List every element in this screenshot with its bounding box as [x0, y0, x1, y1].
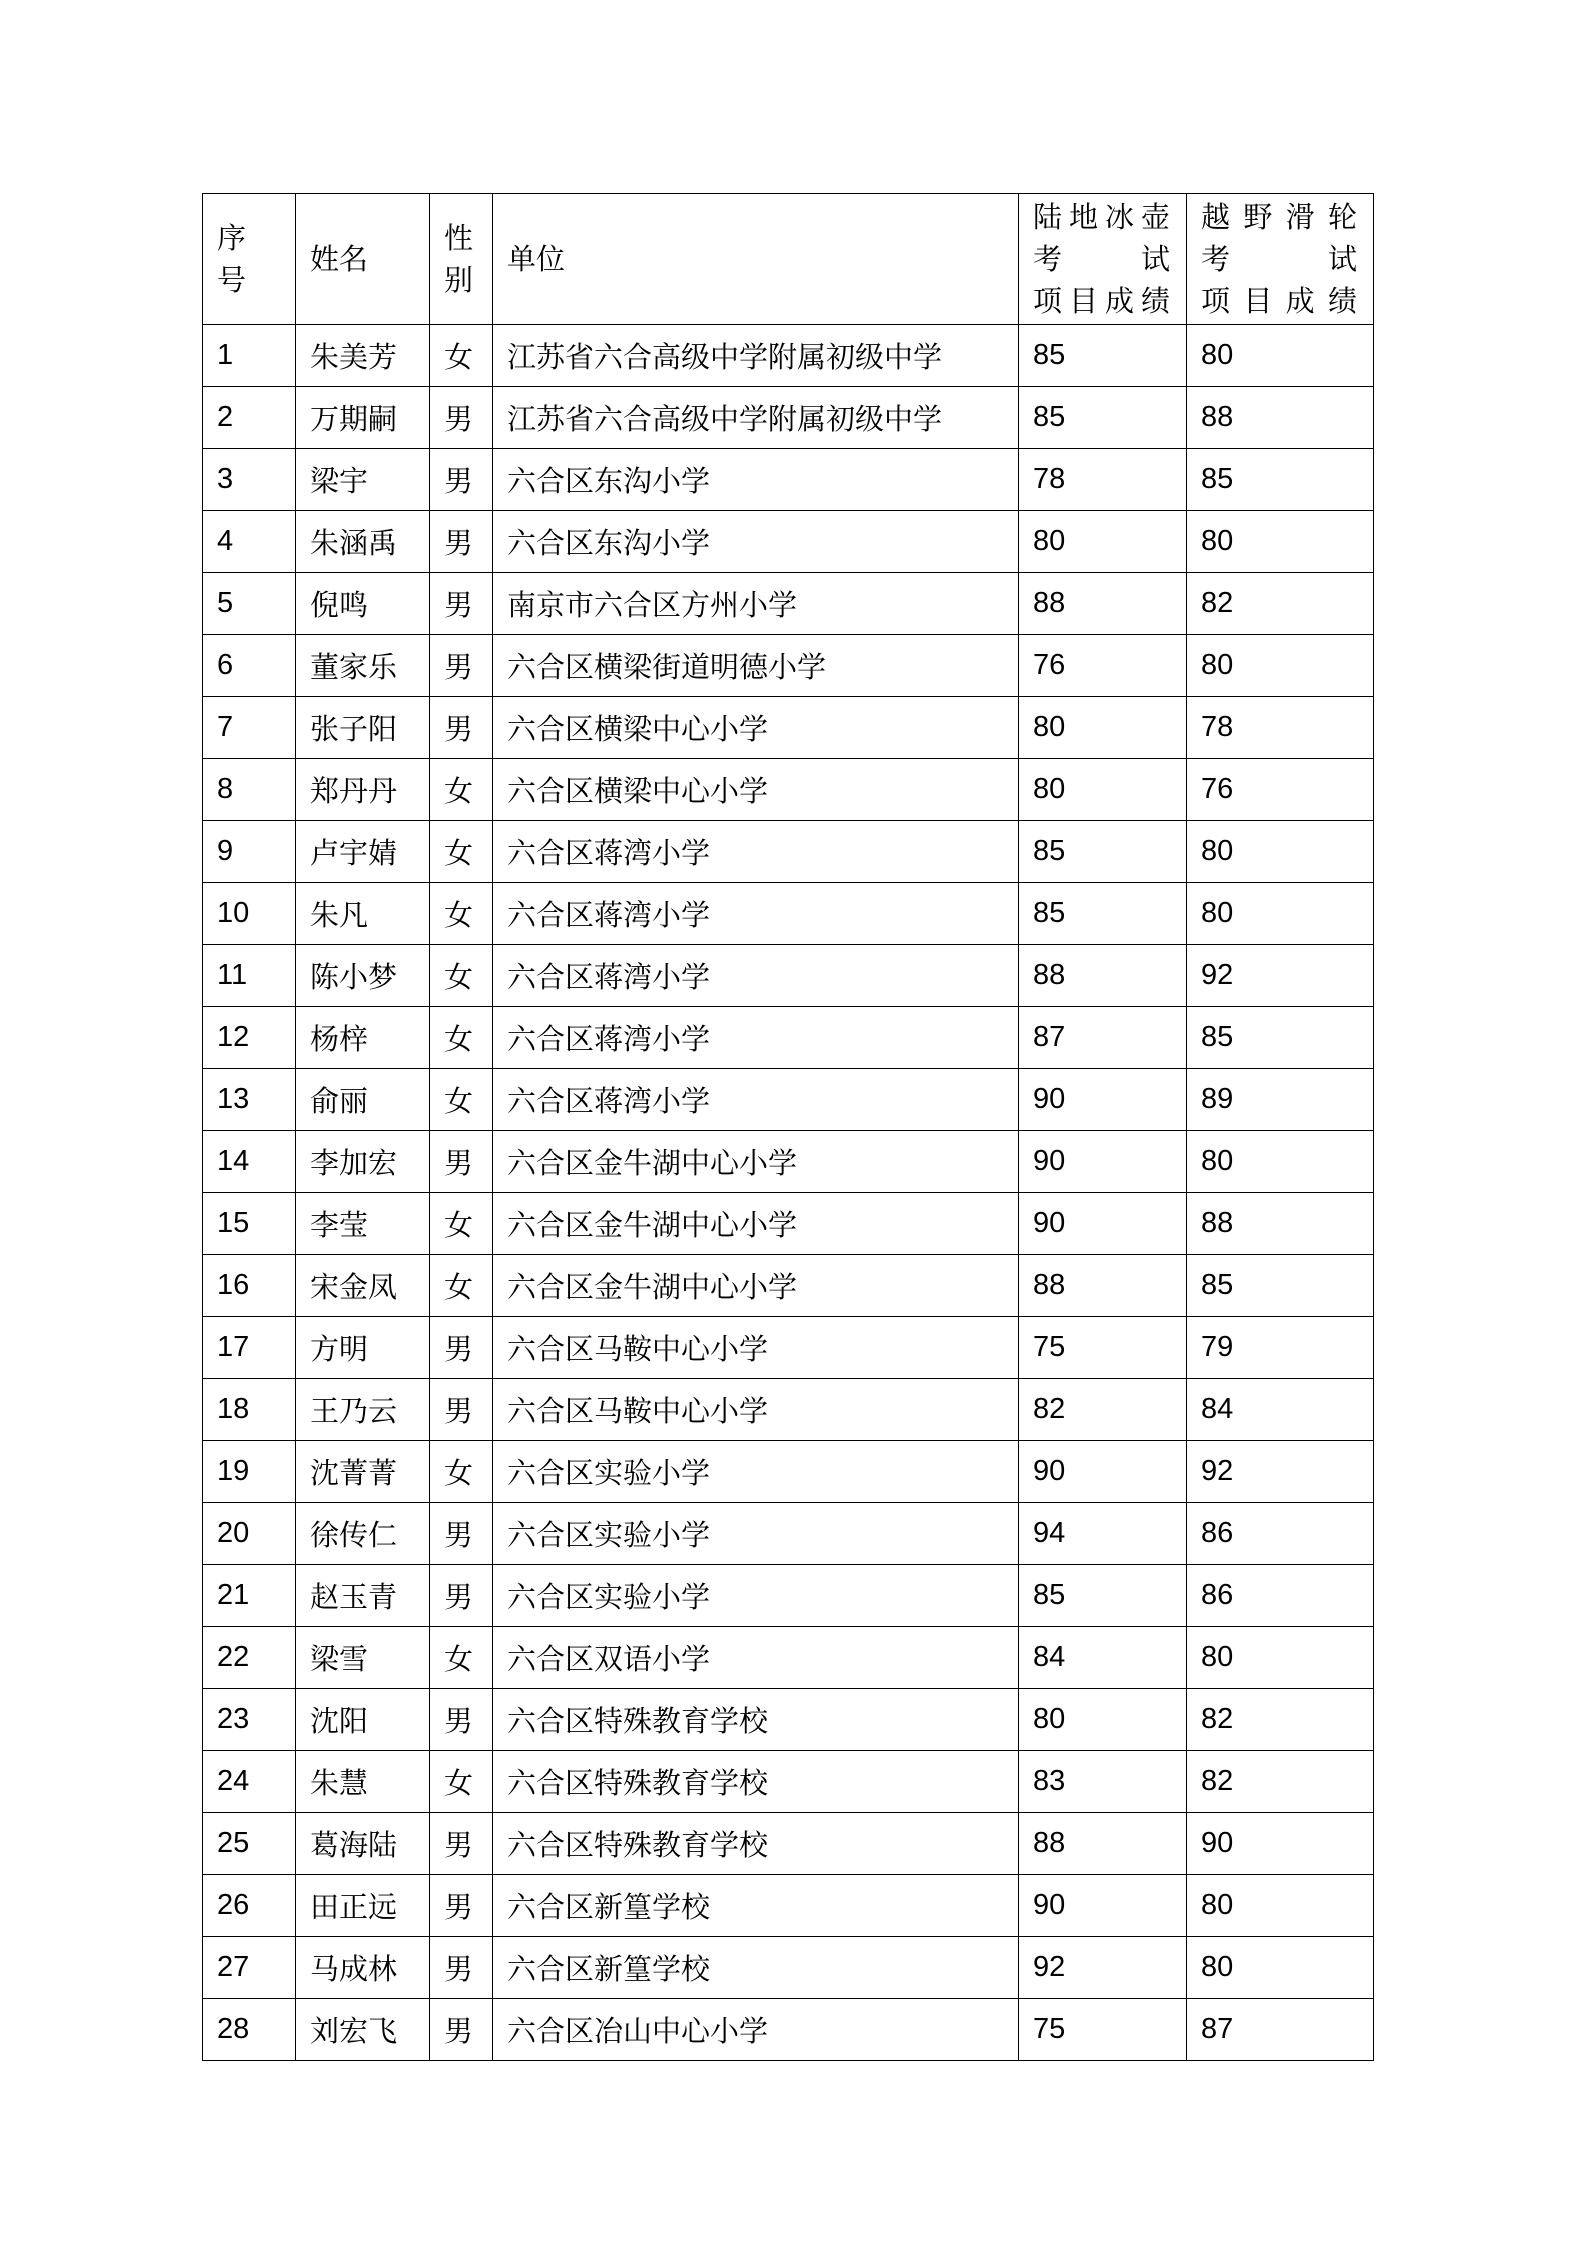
cell-skating-score: 82: [1187, 1689, 1374, 1751]
cell-name: 梁雪: [296, 1627, 430, 1689]
table-row: [203, 1689, 1374, 1751]
cell-name: 刘宏飞: [296, 1999, 430, 2061]
cell-unit: 六合区金牛湖中心小学: [493, 1131, 1019, 1193]
cell-gender: 女: [430, 1627, 493, 1689]
cell-name: 梁宇: [296, 449, 430, 511]
cell-curling-score: 80: [1019, 1689, 1187, 1751]
cell-skating-score: 82: [1187, 1751, 1374, 1813]
cell-curling-score: 90: [1019, 1193, 1187, 1255]
cell-curling-score: 78: [1019, 449, 1187, 511]
cell-seq: 20: [203, 1503, 296, 1565]
cell-skating-score: 80: [1187, 635, 1374, 697]
cell-unit: 六合区冶山中心小学: [493, 1999, 1019, 2061]
cell-skating-score: 87: [1187, 1999, 1374, 2061]
cell-curling-score: 75: [1019, 1999, 1187, 2061]
cell-curling-score: 90: [1019, 1875, 1187, 1937]
header-seq: [203, 194, 296, 325]
cell-seq: 1: [203, 325, 296, 387]
cell-skating-score: 80: [1187, 1131, 1374, 1193]
cell-unit: 六合区蒋湾小学: [493, 1069, 1019, 1131]
cell-seq: 6: [203, 635, 296, 697]
cell-curling-score: 75: [1019, 1317, 1187, 1379]
cell-skating-score: 85: [1187, 1007, 1374, 1069]
cell-name: 沈菁菁: [296, 1441, 430, 1503]
header-curling-line2: 考 试: [1033, 242, 1172, 276]
cell-skating-score: 85: [1187, 1255, 1374, 1317]
cell-seq: 24: [203, 1751, 296, 1813]
cell-curling-score: 88: [1019, 573, 1187, 635]
cell-gender: 男: [430, 511, 493, 573]
table-row: [203, 635, 1374, 697]
cell-gender: 女: [430, 325, 493, 387]
cell-skating-score: 80: [1187, 883, 1374, 945]
header-unit: 单位: [493, 194, 1019, 325]
cell-curling-score: 83: [1019, 1751, 1187, 1813]
cell-unit: 六合区实验小学: [493, 1441, 1019, 1503]
cell-unit: 六合区横梁街道明德小学: [493, 635, 1019, 697]
table-row: [203, 325, 1374, 387]
cell-unit: 六合区横梁中心小学: [493, 697, 1019, 759]
header-skating-score: [1187, 194, 1374, 325]
cell-skating-score: 86: [1187, 1565, 1374, 1627]
table-row: [203, 1565, 1374, 1627]
cell-curling-score: 80: [1019, 759, 1187, 821]
cell-unit: 六合区实验小学: [493, 1565, 1019, 1627]
cell-skating-score: 80: [1187, 1937, 1374, 1999]
cell-gender: 男: [430, 1379, 493, 1441]
cell-gender: 男: [430, 573, 493, 635]
cell-curling-score: 88: [1019, 1255, 1187, 1317]
cell-gender: 女: [430, 1193, 493, 1255]
cell-gender: 男: [430, 1813, 493, 1875]
cell-curling-score: 90: [1019, 1069, 1187, 1131]
table-row: [203, 759, 1374, 821]
cell-curling-score: 88: [1019, 945, 1187, 1007]
cell-unit: 六合区新篁学校: [493, 1875, 1019, 1937]
header-seq-line2: 号: [217, 263, 247, 297]
cell-skating-score: 86: [1187, 1503, 1374, 1565]
cell-seq: 4: [203, 511, 296, 573]
cell-curling-score: 84: [1019, 1627, 1187, 1689]
table-row: [203, 511, 1374, 573]
cell-skating-score: 80: [1187, 511, 1374, 573]
cell-gender: 男: [430, 1317, 493, 1379]
cell-curling-score: 85: [1019, 387, 1187, 449]
cell-seq: 27: [203, 1937, 296, 1999]
cell-gender: 男: [430, 387, 493, 449]
cell-seq: 11: [203, 945, 296, 1007]
cell-unit: 南京市六合区方州小学: [493, 573, 1019, 635]
cell-seq: 19: [203, 1441, 296, 1503]
cell-seq: 26: [203, 1875, 296, 1937]
header-gender-line1: 性: [444, 221, 474, 255]
cell-curling-score: 76: [1019, 635, 1187, 697]
header-curling-line3: 项目成绩: [1033, 284, 1172, 318]
cell-seq: 8: [203, 759, 296, 821]
cell-skating-score: 88: [1187, 1193, 1374, 1255]
cell-gender: 女: [430, 1007, 493, 1069]
cell-curling-score: 90: [1019, 1131, 1187, 1193]
table-row: [203, 1193, 1374, 1255]
cell-skating-score: 80: [1187, 821, 1374, 883]
cell-gender: 男: [430, 1565, 493, 1627]
header-skating-line2: 考 试: [1201, 242, 1359, 276]
cell-curling-score: 82: [1019, 1379, 1187, 1441]
score-table: [202, 193, 1374, 2061]
cell-skating-score: 80: [1187, 1875, 1374, 1937]
cell-curling-score: 80: [1019, 697, 1187, 759]
cell-name: 张子阳: [296, 697, 430, 759]
cell-unit: 六合区特殊教育学校: [493, 1813, 1019, 1875]
cell-gender: 女: [430, 1255, 493, 1317]
cell-name: 田正远: [296, 1875, 430, 1937]
cell-curling-score: 85: [1019, 325, 1187, 387]
cell-gender: 男: [430, 1875, 493, 1937]
cell-gender: 女: [430, 945, 493, 1007]
cell-skating-score: 79: [1187, 1317, 1374, 1379]
cell-name: 葛海陆: [296, 1813, 430, 1875]
table-row: [203, 821, 1374, 883]
table-row: [203, 1317, 1374, 1379]
cell-name: 马成林: [296, 1937, 430, 1999]
cell-name: 朱涵禹: [296, 511, 430, 573]
cell-unit: 六合区实验小学: [493, 1503, 1019, 1565]
cell-gender: 女: [430, 1069, 493, 1131]
table-row: [203, 1379, 1374, 1441]
cell-unit: 六合区马鞍中心小学: [493, 1379, 1019, 1441]
cell-gender: 男: [430, 1937, 493, 1999]
cell-gender: 女: [430, 883, 493, 945]
cell-gender: 男: [430, 635, 493, 697]
cell-gender: 男: [430, 1689, 493, 1751]
cell-unit: 六合区东沟小学: [493, 511, 1019, 573]
header-gender: [430, 194, 493, 325]
cell-gender: 女: [430, 1751, 493, 1813]
cell-gender: 男: [430, 1999, 493, 2061]
table-body: [203, 325, 1374, 2061]
cell-name: 董家乐: [296, 635, 430, 697]
cell-curling-score: 85: [1019, 1565, 1187, 1627]
table-row: [203, 1441, 1374, 1503]
cell-name: 宋金凤: [296, 1255, 430, 1317]
table-row: [203, 573, 1374, 635]
table-row: [203, 697, 1374, 759]
cell-unit: 六合区特殊教育学校: [493, 1751, 1019, 1813]
cell-curling-score: 87: [1019, 1007, 1187, 1069]
table-row: [203, 1937, 1374, 1999]
cell-curling-score: 85: [1019, 883, 1187, 945]
cell-seq: 7: [203, 697, 296, 759]
cell-skating-score: 80: [1187, 325, 1374, 387]
header-curling-score: [1019, 194, 1187, 325]
table-row: [203, 1627, 1374, 1689]
table-row: [203, 449, 1374, 511]
cell-seq: 17: [203, 1317, 296, 1379]
cell-name: 朱慧: [296, 1751, 430, 1813]
cell-gender: 男: [430, 697, 493, 759]
cell-name: 沈阳: [296, 1689, 430, 1751]
table-row: [203, 945, 1374, 1007]
cell-name: 李莹: [296, 1193, 430, 1255]
cell-gender: 女: [430, 1441, 493, 1503]
header-gender-line2: 别: [444, 263, 474, 297]
cell-seq: 9: [203, 821, 296, 883]
table-row: [203, 387, 1374, 449]
cell-skating-score: 92: [1187, 945, 1374, 1007]
cell-seq: 22: [203, 1627, 296, 1689]
cell-name: 俞丽: [296, 1069, 430, 1131]
cell-unit: 六合区特殊教育学校: [493, 1689, 1019, 1751]
cell-skating-score: 84: [1187, 1379, 1374, 1441]
table-row: [203, 1875, 1374, 1937]
cell-unit: 六合区蒋湾小学: [493, 1007, 1019, 1069]
cell-seq: 10: [203, 883, 296, 945]
cell-unit: 六合区蒋湾小学: [493, 883, 1019, 945]
cell-unit: 江苏省六合高级中学附属初级中学: [493, 387, 1019, 449]
table-row: [203, 1751, 1374, 1813]
cell-skating-score: 89: [1187, 1069, 1374, 1131]
cell-skating-score: 88: [1187, 387, 1374, 449]
cell-unit: 六合区横梁中心小学: [493, 759, 1019, 821]
table-row: [203, 883, 1374, 945]
cell-name: 卢宇婧: [296, 821, 430, 883]
header-name: 姓名: [296, 194, 430, 325]
cell-unit: 六合区蒋湾小学: [493, 821, 1019, 883]
cell-skating-score: 82: [1187, 573, 1374, 635]
cell-skating-score: 92: [1187, 1441, 1374, 1503]
cell-name: 李加宏: [296, 1131, 430, 1193]
cell-seq: 2: [203, 387, 296, 449]
header-seq-line1: 序: [217, 221, 247, 255]
cell-name: 杨梓: [296, 1007, 430, 1069]
cell-skating-score: 78: [1187, 697, 1374, 759]
cell-skating-score: 90: [1187, 1813, 1374, 1875]
table-row: [203, 1069, 1374, 1131]
cell-gender: 女: [430, 759, 493, 821]
cell-curling-score: 85: [1019, 821, 1187, 883]
cell-gender: 男: [430, 449, 493, 511]
cell-gender: 男: [430, 1503, 493, 1565]
cell-unit: 六合区新篁学校: [493, 1937, 1019, 1999]
cell-curling-score: 94: [1019, 1503, 1187, 1565]
cell-name: 徐传仁: [296, 1503, 430, 1565]
cell-skating-score: 85: [1187, 449, 1374, 511]
cell-gender: 女: [430, 821, 493, 883]
cell-seq: 5: [203, 573, 296, 635]
cell-unit: 江苏省六合高级中学附属初级中学: [493, 325, 1019, 387]
cell-curling-score: 80: [1019, 511, 1187, 573]
table-row: [203, 1007, 1374, 1069]
cell-curling-score: 88: [1019, 1813, 1187, 1875]
cell-unit: 六合区金牛湖中心小学: [493, 1255, 1019, 1317]
cell-seq: 21: [203, 1565, 296, 1627]
cell-gender: 男: [430, 1131, 493, 1193]
cell-unit: 六合区蒋湾小学: [493, 945, 1019, 1007]
cell-unit: 六合区马鞍中心小学: [493, 1317, 1019, 1379]
cell-curling-score: 90: [1019, 1441, 1187, 1503]
table-row: [203, 1503, 1374, 1565]
table-row: [203, 1255, 1374, 1317]
cell-seq: 14: [203, 1131, 296, 1193]
cell-curling-score: 92: [1019, 1937, 1187, 1999]
cell-unit: 六合区双语小学: [493, 1627, 1019, 1689]
table-row: [203, 1813, 1374, 1875]
cell-seq: 12: [203, 1007, 296, 1069]
cell-seq: 28: [203, 1999, 296, 2061]
cell-unit: 六合区金牛湖中心小学: [493, 1193, 1019, 1255]
cell-skating-score: 80: [1187, 1627, 1374, 1689]
cell-seq: 15: [203, 1193, 296, 1255]
cell-name: 王乃云: [296, 1379, 430, 1441]
table-header-row: [203, 194, 1374, 325]
cell-seq: 13: [203, 1069, 296, 1131]
cell-seq: 18: [203, 1379, 296, 1441]
cell-name: 朱凡: [296, 883, 430, 945]
cell-seq: 16: [203, 1255, 296, 1317]
cell-seq: 25: [203, 1813, 296, 1875]
header-curling-line1: 陆地冰壶: [1033, 200, 1172, 234]
cell-name: 万期嗣: [296, 387, 430, 449]
cell-name: 赵玉青: [296, 1565, 430, 1627]
table-row: [203, 1999, 1374, 2061]
header-skating-line3: 项目成绩: [1201, 284, 1359, 318]
cell-skating-score: 76: [1187, 759, 1374, 821]
cell-name: 郑丹丹: [296, 759, 430, 821]
cell-name: 倪鸣: [296, 573, 430, 635]
cell-name: 陈小梦: [296, 945, 430, 1007]
cell-seq: 23: [203, 1689, 296, 1751]
cell-seq: 3: [203, 449, 296, 511]
cell-name: 朱美芳: [296, 325, 430, 387]
cell-unit: 六合区东沟小学: [493, 449, 1019, 511]
cell-name: 方明: [296, 1317, 430, 1379]
table-row: [203, 1131, 1374, 1193]
header-skating-line1: 越野滑轮: [1201, 200, 1359, 234]
